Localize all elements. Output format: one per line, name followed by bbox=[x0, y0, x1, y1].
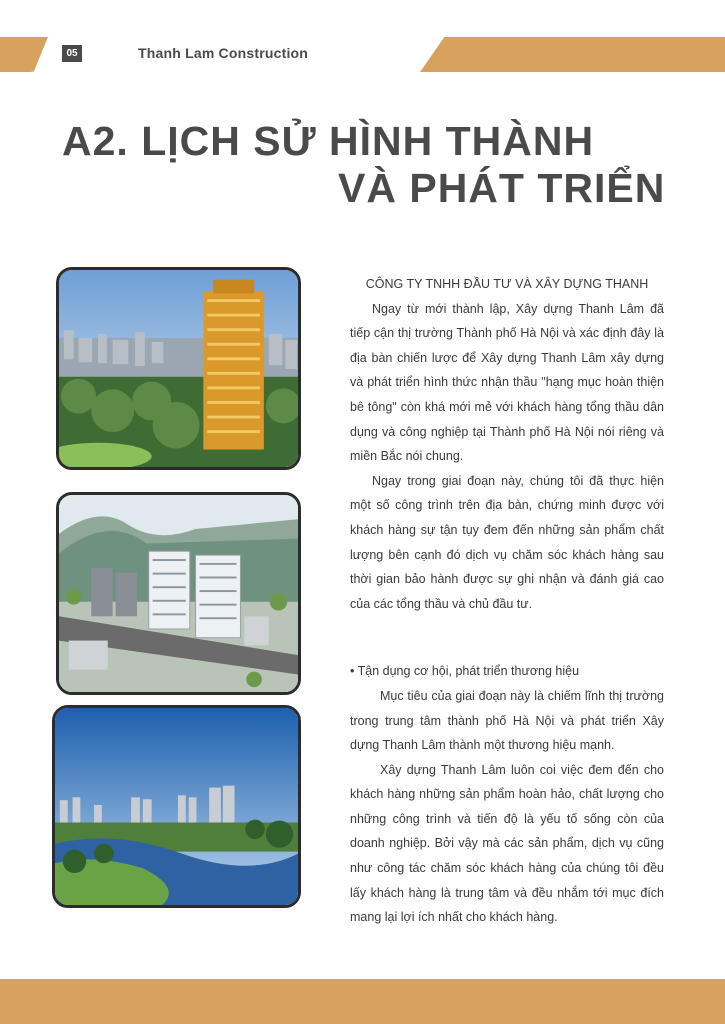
bullet-heading: • Tận dụng cơ hội, phát triển thương hiệu bbox=[350, 664, 580, 679]
page-number: 05 bbox=[62, 45, 82, 62]
paragraph-2: Ngay trong giai đoạn này, chúng tôi đã thực hiện một số công trình trên địa bàn, chứng minh được với khách hàng sự tận tụy đem đến những sản phẩm chất lượng bên cạnh đó dịch vụ chăm sóc khách hàng sau thời gian bảo hành được sự ghi nhận và đánh giá cao của các tổng thầu và chủ đầu tư. bbox=[350, 473, 664, 611]
page-title-line-2: VÀ PHÁT TRIỂN bbox=[338, 165, 666, 211]
paragraph-4: Xây dựng Thanh Lâm luôn coi việc đem đến cho khách hàng những sản phẩm hoàn hảo, chất lượng cho những công trình và tiến độ là yếu tố sống còn của doanh nghiệp. Bởi vậy mà các sản phẩm, dịch vụ cũng như công tác chăm sóc khách hàng của chúng tôi đều lấy khách hàng là trung tâm và đều nhắm tới mục đích mang lại lợi ích nhất cho khách hàng. bbox=[350, 762, 664, 925]
company-name: Thanh Lam Construction bbox=[138, 45, 309, 61]
building-photo-3 bbox=[52, 705, 301, 908]
section-heading: CÔNG TY TNHH ĐẦU TƯ VÀ XÂY DỰNG THANH bbox=[365, 277, 649, 291]
paragraph-1: Ngay từ mới thành lập, Xây dựng Thanh Lâm đã tiếp cận thị trường Thành phố Hà Nội và xác định đây là địa bàn chiến lược để Xây dựng Thanh Lâm xây dựng và phát triển hình thức nhận thầu "hạng mục hoàn thiện bê tông" còn khá mới mẻ với khách hàng tổng thầu dân dụng và công nghiệp tại Thành phố Hà Nội nói riêng và miền Bắc nói chung. bbox=[350, 301, 664, 464]
building-photo-2 bbox=[56, 492, 301, 695]
building-photo-1 bbox=[56, 267, 301, 470]
footer-bar bbox=[0, 979, 725, 1024]
page-title-line-1: A2. LỊCH SỬ HÌNH THÀNH bbox=[62, 118, 595, 164]
body-text bbox=[350, 272, 664, 930]
paragraph-3: Mục tiêu của giai đoạn này là chiếm lĩnh thị trường trong trung tâm thành phố Hà Nội và phát triển Xây dựng Thanh Lâm thành một thương hiệu mạnh. bbox=[350, 688, 664, 753]
header-accent-right bbox=[420, 37, 725, 72]
header-accent-left bbox=[0, 37, 48, 72]
